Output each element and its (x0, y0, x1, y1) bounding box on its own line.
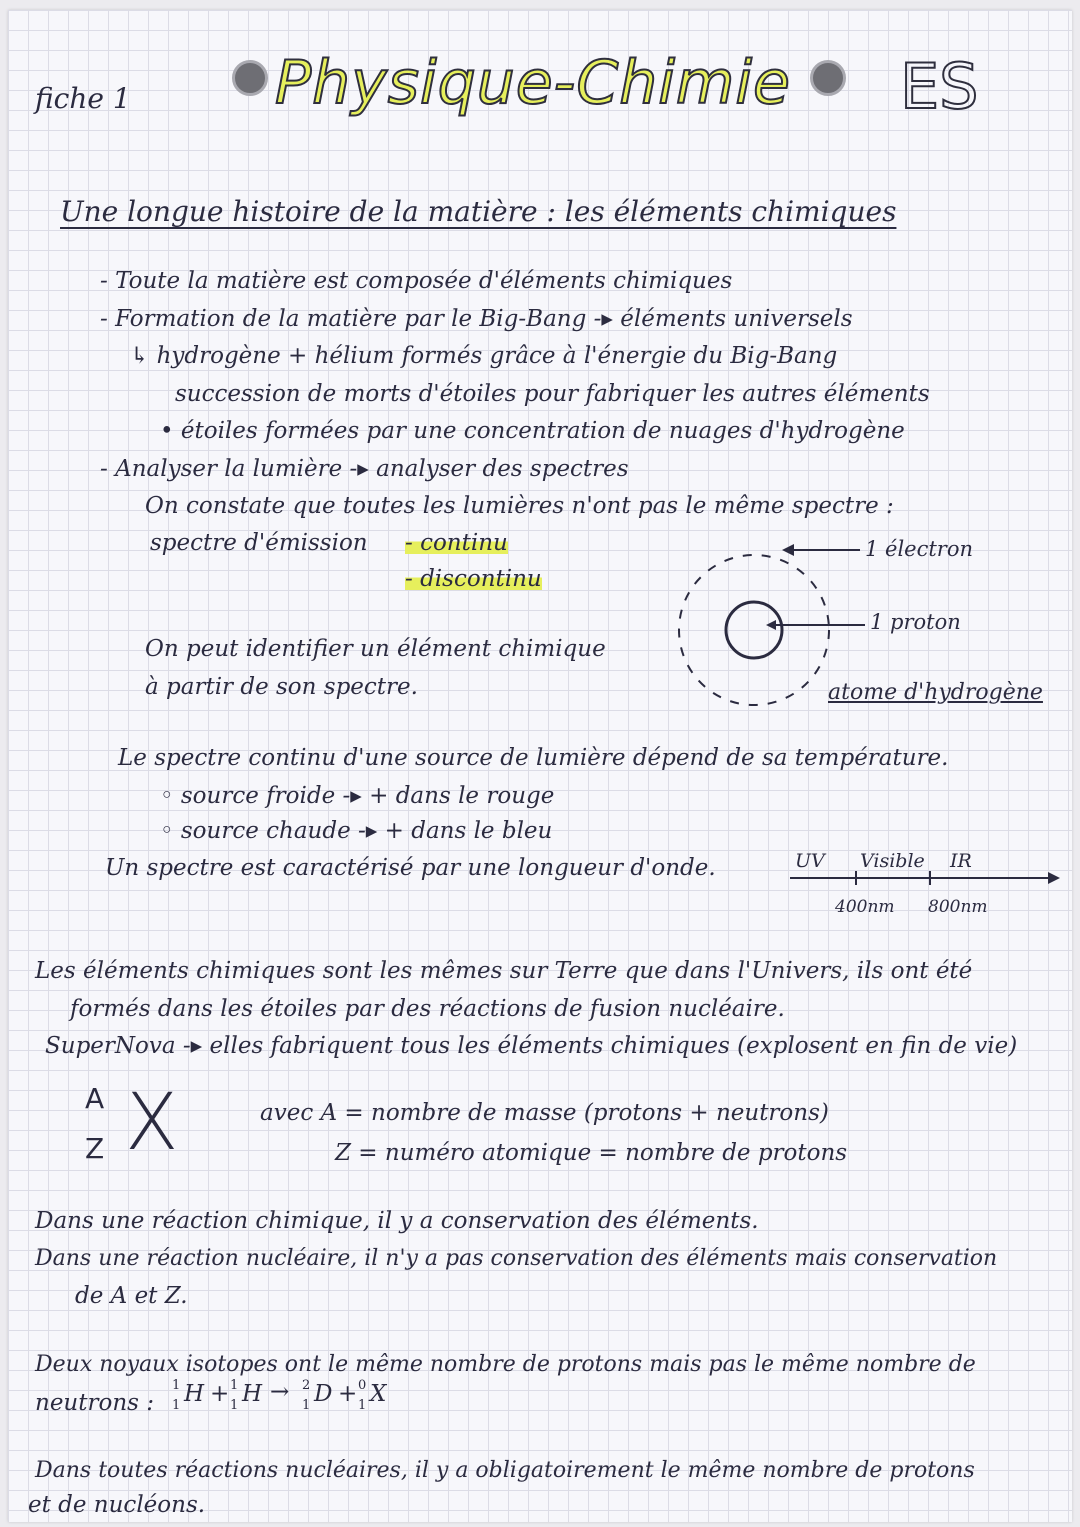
text-line: Dans toutes réactions nucléaires, il y a obligatoirement le même nombre de protons (35, 1458, 975, 1483)
proton-label: 1 proton (870, 610, 961, 634)
level-badge: ES (900, 50, 979, 123)
text-line: - discontinu (405, 566, 542, 592)
atom-caption: atome d'hydrogène (828, 680, 1043, 705)
text-line: Z = numéro atomique = nombre de protons (335, 1140, 848, 1166)
h2-symbol: H (242, 1381, 263, 1407)
spectrum-tick-400: 400nm (835, 897, 895, 917)
text-line: ↳ hydrogène + hélium formés grâce à l'énergie du Big-Bang (130, 343, 838, 369)
x-mass: 0 (358, 1378, 367, 1393)
spectrum-axis (790, 868, 1075, 888)
d-charge: 1 (302, 1398, 311, 1413)
text-line: - Toute la matière est composée d'éléments chimiques (100, 268, 733, 294)
reaction-arrow: → (270, 1379, 290, 1405)
h1-mass: 1 (172, 1378, 181, 1393)
text-line: On peut identifier un élément chimique (145, 636, 606, 662)
fiche-label: fiche 1 (35, 82, 131, 115)
element-symbol: X (125, 1078, 179, 1168)
text-line: spectre d'émission (150, 530, 368, 556)
text-line: - continu (405, 530, 508, 556)
text-line: - Analyser la lumière -▸ analyser des spectres (100, 456, 629, 482)
section-title: Une longue histoire de la matière : les éléments chimiques (60, 195, 897, 228)
spectrum-visible: Visible (860, 850, 925, 872)
text-line: et de nucléons. (28, 1492, 206, 1518)
text-line: On constate que toutes les lumières n'ont pas le même spectre : (145, 493, 894, 519)
text-line: ◦ source chaude -▸ + dans le bleu (160, 818, 553, 844)
mass-number-symbol: A (85, 1082, 105, 1115)
text-line: de A et Z. (75, 1283, 188, 1309)
proton-nucleus (726, 602, 782, 658)
text-line: SuperNova -▸ elles fabriquent tous les éléments chimiques (explosent en fin de vie) (45, 1033, 1018, 1059)
text-line: formés dans les étoiles par des réactions de fusion nucléaire. (70, 996, 785, 1022)
electron-label: 1 électron (865, 537, 974, 561)
text-line: Le spectre continu d'une source de lumière dépend de sa température. (118, 745, 949, 771)
punch-hole-left (232, 60, 268, 96)
text-line: neutrons : (35, 1390, 154, 1416)
plus-sign: + (210, 1381, 230, 1407)
plus-sign: + (338, 1381, 358, 1407)
x-charge: 1 (358, 1398, 367, 1413)
d-symbol: D (314, 1381, 333, 1407)
d-mass: 2 (302, 1378, 311, 1393)
electron-orbit (679, 555, 829, 705)
text-line: • étoiles formées par une concentration de nuages d'hydrogène (160, 418, 905, 444)
h2-charge: 1 (230, 1398, 239, 1413)
text-line: Dans une réaction nucléaire, il n'y a pas conservation des éléments mais conservation (35, 1246, 998, 1271)
text-line: à partir de son spectre. (145, 674, 418, 700)
text-line: - Formation de la matière par le Big-Bang -▸ éléments universels (100, 306, 853, 332)
text-line: Les éléments chimiques sont les mêmes sur Terre que dans l'Univers, ils ont été (35, 958, 973, 984)
atomic-number-symbol: Z (85, 1132, 105, 1165)
text-line: ◦ source froide -▸ + dans le rouge (160, 783, 555, 809)
x-symbol: X (370, 1381, 387, 1407)
h1-symbol: H (184, 1381, 205, 1407)
h2-mass: 1 (230, 1378, 239, 1393)
punch-hole-right (810, 60, 846, 96)
text-line: succession de morts d'étoiles pour fabriquer les autres éléments (175, 381, 930, 407)
h1-charge: 1 (172, 1398, 181, 1413)
text-line: avec A = nombre de masse (protons + neutrons) (260, 1100, 829, 1126)
text-line: Un spectre est caractérisé par une longueur d'onde. (105, 855, 716, 881)
spectrum-uv: UV (795, 850, 825, 872)
page-title: Physique-Chimie (275, 48, 791, 118)
text-line: Dans une réaction chimique, il y a conservation des éléments. (35, 1208, 759, 1234)
spectrum-ir: IR (950, 850, 972, 872)
text-line: Deux noyaux isotopes ont le même nombre de protons mais pas le même nombre de (35, 1352, 976, 1377)
spectrum-tick-800: 800nm (928, 897, 988, 917)
